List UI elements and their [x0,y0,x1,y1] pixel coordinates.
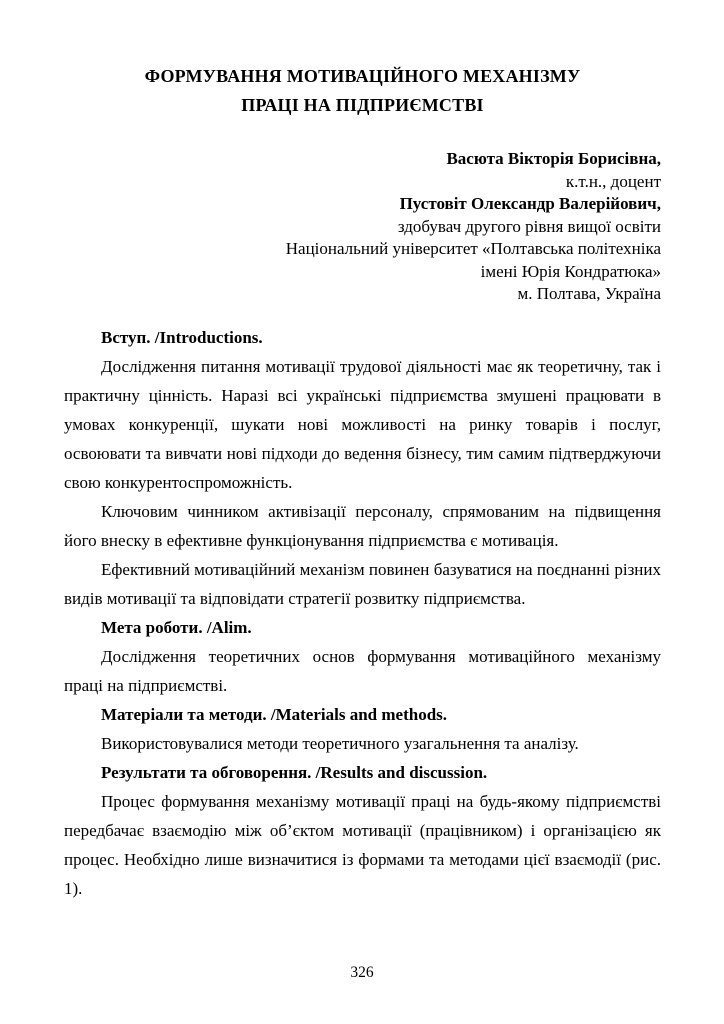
page-number: 326 [350,964,374,981]
author-degree-1: к.т.н., доцент [565,171,661,191]
document-body [64,323,661,903]
title-line-1: ФОРМУВАННЯ МОТИВАЦІЙНОГО МЕХАНІЗМУ [144,66,581,86]
page-title [64,62,661,120]
paragraph-introduction-2: Ключовим чинником активізації персоналу, спрямованим на підвищення його внеску в ефективне функціонування підприємства є мотивація. [64,501,661,550]
author-degree-2: здобувач другого рівня вищої освіти [397,216,661,236]
section-heading-introduction: Вступ. /Introductions. [101,327,263,347]
affiliation-line-1: Національний університет «Полтавська політехніка [285,239,661,258]
title-line-2: ПРАЦІ НА ПІДПРИЄМСТВІ [241,95,484,115]
affiliation-city: м. Полтава, Україна [517,284,661,303]
paragraph-introduction-3: Ефективний мотиваційний механізм повинен базуватися на поєднанні різних видів мотивації та відповідати стратегії розвитку підприємства. [64,559,661,608]
paragraph-introduction-1: Дослідження питання мотивації трудової діяльності має як теоретичну, так і практичну цінність. Наразі всі українські підприємства змушені працювати в умовах конкуренції, шукати нові можливості на ринку товарів і послуг, освоювати та вивчати нові підходи до ведення бізнесу, тим самим підтверджуючи свою конкурентоспроможність. [64,356,661,492]
section-heading-aim: Мета роботи. /Alim. [101,617,252,637]
affiliation-line-2: імені Юрія Кондратюка» [480,261,661,281]
author-name-2: Пустовіт Олександр Валерійович, [399,194,661,213]
paragraph-results-discussion: Процес формування механізму мотивації праці на будь-якому підприємстві передбачає взаємодію між об’єктом мотивації (працівником) і організацією як процес. Необхідно лише визначитися із формами та методами цієї взаємодії (рис. 1). [64,791,661,898]
author-name-1: Васюта Вікторія Борисівна, [446,149,661,168]
author-block [64,148,661,306]
section-heading-materials-methods: Матеріали та методи. /Materials and methods. [101,704,448,724]
paragraph-materials-methods: Використовувалися методи теоретичного узагальнення та аналізу. [101,733,579,753]
section-heading-results-discussion: Результати та обговорення. /Results and discussion. [101,762,488,782]
paragraph-aim: Дослідження теоретичних основ формування мотиваційного механізму праці на підприємстві. [64,646,661,695]
